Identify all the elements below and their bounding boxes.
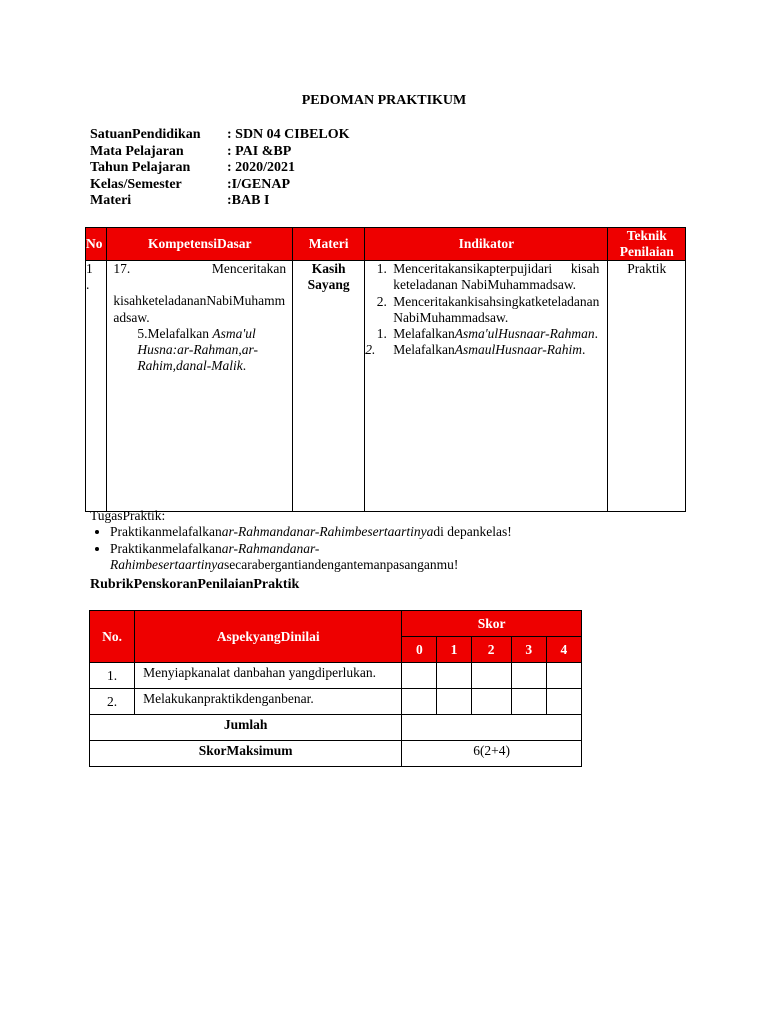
header-no: No. bbox=[90, 611, 135, 663]
score-header: 2 bbox=[471, 637, 511, 663]
ind-part: Melafalkan bbox=[393, 326, 455, 342]
score-cell bbox=[437, 663, 471, 689]
list-item: 1. Menceritakansikapterpujidari kisah keteladanan NabiMuhammadsaw. bbox=[390, 261, 599, 294]
cell-kd bbox=[107, 261, 293, 512]
meta-key: Materi bbox=[90, 193, 132, 208]
score-header: 0 bbox=[402, 637, 437, 663]
indicator-list-1 bbox=[365, 261, 599, 326]
kd1-first-line bbox=[113, 261, 286, 277]
header-skor: Skor bbox=[402, 611, 582, 637]
meta-row bbox=[90, 160, 350, 177]
list-item bbox=[110, 524, 512, 540]
task-label: TugasPraktik: bbox=[90, 508, 166, 523]
score-cell bbox=[437, 689, 471, 715]
meta-value: : 2020/2021 bbox=[227, 160, 296, 175]
meta-row bbox=[90, 144, 350, 161]
table-row bbox=[86, 261, 686, 512]
meta-row bbox=[90, 193, 350, 210]
meta-value: :I/GENAP bbox=[227, 176, 290, 192]
header-materi: Materi bbox=[293, 228, 365, 261]
score-header: 4 bbox=[546, 637, 581, 663]
kd2-part: ,danal-Malik bbox=[172, 358, 243, 374]
task-part: ar-Rahmandanar-Rahimbesertaartinya bbox=[110, 540, 320, 572]
meta-key: Kelas/Semester bbox=[90, 176, 182, 192]
kd2-part: Asma'ul Husna bbox=[137, 325, 256, 358]
task-part: Praktikanmelafalkan bbox=[110, 540, 222, 556]
scoring-header-row bbox=[90, 611, 582, 637]
row-aspek: Menyiapkanalat danbahan yangdiperlukan. bbox=[135, 663, 402, 689]
ind-part: Asma'ulHusnaar-Rahman bbox=[454, 326, 595, 342]
row-aspek: Melakukanpraktikdenganbenar. bbox=[135, 689, 402, 715]
rubric-title: RubrikPenskoranPenilaianPraktik bbox=[90, 577, 300, 592]
document-meta bbox=[90, 127, 350, 210]
row-no: 1. bbox=[90, 663, 135, 689]
cell-indikator bbox=[365, 261, 608, 512]
list-item: 2. Menceritakankisahsingkatketeladanan NabiMuhammadsaw. bbox=[390, 294, 599, 327]
meta-key: SatuanPendidikan bbox=[90, 127, 201, 142]
score-cell bbox=[511, 689, 546, 715]
task-part: Praktikanmelafalkan bbox=[110, 524, 222, 540]
header-teknik: Teknik Penilaian bbox=[608, 228, 686, 261]
ind-part: . bbox=[581, 342, 586, 358]
list-item bbox=[390, 326, 599, 342]
score-cell bbox=[546, 689, 581, 715]
header-no: No bbox=[86, 228, 107, 261]
score-cell bbox=[402, 663, 437, 689]
header-kd: KompetensiDasar bbox=[107, 228, 293, 261]
kd1-word: Menceritakan bbox=[211, 261, 287, 276]
meta-value: : PAI &BP bbox=[227, 143, 292, 159]
ind-part: Melafalkan bbox=[393, 342, 455, 358]
meta-row bbox=[90, 177, 350, 194]
task-part: secarabergantiandengantemanpasanganmu! bbox=[224, 556, 459, 572]
jumlah-value bbox=[402, 715, 582, 741]
task-section bbox=[90, 508, 512, 573]
kd2-part: ar-Rahim bbox=[137, 342, 258, 374]
meta-key: Mata Pelajaran bbox=[90, 143, 184, 159]
kd1-number: 17. bbox=[113, 261, 131, 276]
score-cell bbox=[471, 689, 511, 715]
table-row bbox=[90, 663, 582, 689]
cell-teknik: Praktik bbox=[608, 261, 686, 512]
kd2-part: , bbox=[238, 342, 242, 358]
task-part: ar-Rahmandanar-Rahimbesertaartinya bbox=[221, 524, 434, 540]
list-marker: 2. bbox=[365, 342, 376, 358]
list-item bbox=[365, 342, 599, 358]
table-row bbox=[90, 689, 582, 715]
ind-part: AsmaulHusnaar-Rahim bbox=[454, 342, 582, 358]
ind-part: . bbox=[594, 326, 598, 342]
page-title: PEDOMAN PRAKTIKUM bbox=[301, 93, 467, 108]
score-header: 1 bbox=[437, 637, 471, 663]
score-header: 3 bbox=[511, 637, 546, 663]
meta-row bbox=[90, 127, 350, 144]
task-part: di depankelas! bbox=[433, 524, 512, 540]
jumlah-label: Jumlah bbox=[90, 715, 402, 741]
kd2-part: 5.Melafalkan bbox=[137, 325, 213, 341]
scoring-table bbox=[89, 610, 582, 767]
competency-header-row bbox=[86, 228, 686, 261]
score-cell bbox=[402, 689, 437, 715]
meta-key: Tahun Pelajaran bbox=[90, 160, 191, 175]
kd1-text: kisahketeladananNabiMuhammadsaw. bbox=[113, 293, 286, 325]
row-number: 1 . bbox=[86, 261, 93, 293]
header-aspek: AspekyangDinilai bbox=[135, 611, 402, 663]
kd2-part: :ar-Rahman bbox=[172, 342, 239, 358]
indicator-list-2 bbox=[365, 326, 599, 359]
competency-table bbox=[85, 227, 686, 512]
kd2-part: . bbox=[242, 358, 247, 374]
header-indikator: Indikator bbox=[365, 228, 608, 261]
max-score-row bbox=[90, 741, 582, 767]
row-no: 2. bbox=[90, 689, 135, 715]
max-score-label: SkorMaksimum bbox=[90, 741, 402, 767]
list-item bbox=[110, 541, 470, 574]
meta-value: : SDN 04 CIBELOK bbox=[227, 127, 350, 142]
meta-value: :BAB I bbox=[227, 193, 270, 208]
score-cell bbox=[471, 663, 511, 689]
cell-no bbox=[86, 261, 107, 512]
kd2-text bbox=[113, 326, 286, 375]
score-cell bbox=[511, 663, 546, 689]
total-row bbox=[90, 715, 582, 741]
max-score-value: 6(2+4) bbox=[402, 741, 582, 767]
cell-materi: Kasih Sayang bbox=[293, 261, 365, 512]
score-cell bbox=[546, 663, 581, 689]
task-list bbox=[90, 524, 512, 573]
